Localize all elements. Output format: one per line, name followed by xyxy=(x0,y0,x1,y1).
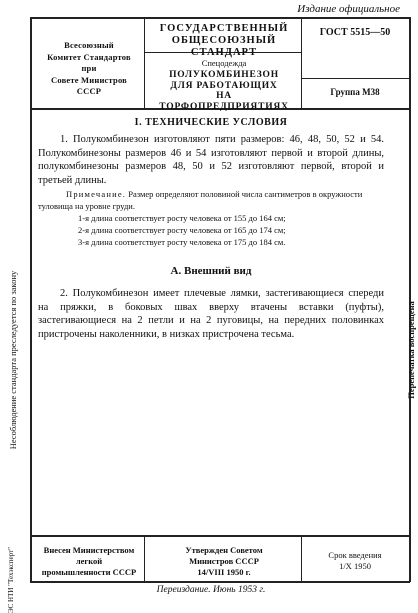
product-title-line-3: НА ТОРФОПРЕДПРИЯТИЯХ xyxy=(159,91,289,112)
introduced-line-2: легкой xyxy=(75,556,103,566)
product-title-line-1: ПОЛУКОМБИНЕЗОН xyxy=(169,70,279,80)
section-title: I. ТЕХНИЧЕСКИЕ УСЛОВИЯ xyxy=(134,117,288,128)
note-first-line xyxy=(38,188,384,212)
standard-title xyxy=(150,23,298,59)
category-label: Спецодежда xyxy=(201,58,247,68)
bottom-left-source-note xyxy=(6,547,16,613)
note-item-3: 3-я длина соответствует росту человека от 175 до 184 см. xyxy=(78,237,286,247)
note-text: Размер определяют половиной числа сантиметров в окружности туловища на уровне груди. xyxy=(38,189,363,211)
org-line-2: Комитет Стандартов xyxy=(47,51,131,62)
size-note xyxy=(38,188,384,248)
header-vdivider-2 xyxy=(301,17,302,109)
reprint-note: Переиздание. Июнь 1953 г. xyxy=(156,585,266,595)
introduced-line-1: Внесен Министерством xyxy=(43,545,135,555)
effective-line-1: Срок введения xyxy=(328,550,382,560)
frame-left-border xyxy=(30,17,32,582)
footer-vdivider-1 xyxy=(144,535,145,582)
frame-top-border xyxy=(30,17,410,19)
footer-introduced-by xyxy=(38,545,140,578)
org-line-5: СССР xyxy=(76,86,102,96)
effective-line-2: 1/X 1950 xyxy=(339,561,371,571)
note-item-2: 2-я длина соответствует росту человека от 165 до 174 см; xyxy=(78,225,286,235)
paragraph-2: 2. Полукомбинезон имеет плечевые лямки, застегивающиеся спереди на пряжки, в боковых швах вверху втачены вставки (пуфты), застегивающиеся на 2 петли и на 2 пуговицы, на передних половинках пристрочены наколенники, в низках пристрочена тесьма. xyxy=(38,288,384,340)
org-line-3: при xyxy=(81,63,97,73)
approved-line-1: Утвержден Советом xyxy=(185,545,263,555)
header-vdivider-1 xyxy=(144,17,145,109)
footer-effective-date xyxy=(307,550,403,572)
right-margin-reprint-note xyxy=(406,200,416,500)
bottom-left-text: ЭС НТИ "Техэксперт" xyxy=(7,547,15,613)
standard-title-line-1: ГОСУДАРСТВЕННЫЙ xyxy=(159,23,289,34)
product-title xyxy=(150,70,298,112)
footer-top-line xyxy=(30,535,410,537)
left-margin-legal-note xyxy=(8,160,18,560)
org-line-1: Всесоюзный xyxy=(64,40,114,50)
group-code: Группа М38 xyxy=(330,87,380,97)
standard-title-line-2: ОБЩЕСОЮЗНЫЙ СТАНДАРТ xyxy=(171,35,277,58)
footer-approved-by xyxy=(150,545,298,578)
frame-bottom-border xyxy=(30,581,410,583)
issuing-organization xyxy=(38,40,140,98)
note-label: Примечание. xyxy=(66,189,127,199)
paragraph-1: 1. Полукомбинезон изготовляют пяти размеров: 46, 48, 50, 52 и 54. Полукомбинезоны размеров 46 и 54 изготовляют первой и второй длины, полукомбинезоны размеров 48, 50 и 52 изготовляют первой, второй и третьей длины. xyxy=(38,134,384,186)
left-margin-text: Несоблюдение стандарта преследуется по закону xyxy=(8,270,18,450)
approved-line-2: Министров СССР xyxy=(189,556,259,566)
subsection-title: А. Внешний вид xyxy=(170,265,252,277)
header-hdivider-right xyxy=(301,78,410,79)
introduced-line-3: промышленности СССР xyxy=(41,567,137,577)
edition-label: Издание официальное xyxy=(297,3,400,15)
right-margin-text: Перепечатка воспрещена xyxy=(406,301,416,399)
org-line-4: Совете Министров xyxy=(51,74,127,85)
gost-number: ГОСТ 5515—50 xyxy=(319,27,391,38)
product-title-line-2: ДЛЯ РАБОТАЮЩИХ xyxy=(170,80,278,91)
approved-line-3: 14/VIII 1950 г. xyxy=(197,567,251,577)
note-item-1: 1-я длина соответствует росту человека от 155 до 164 см; xyxy=(78,213,286,223)
footer-vdivider-2 xyxy=(301,535,302,582)
